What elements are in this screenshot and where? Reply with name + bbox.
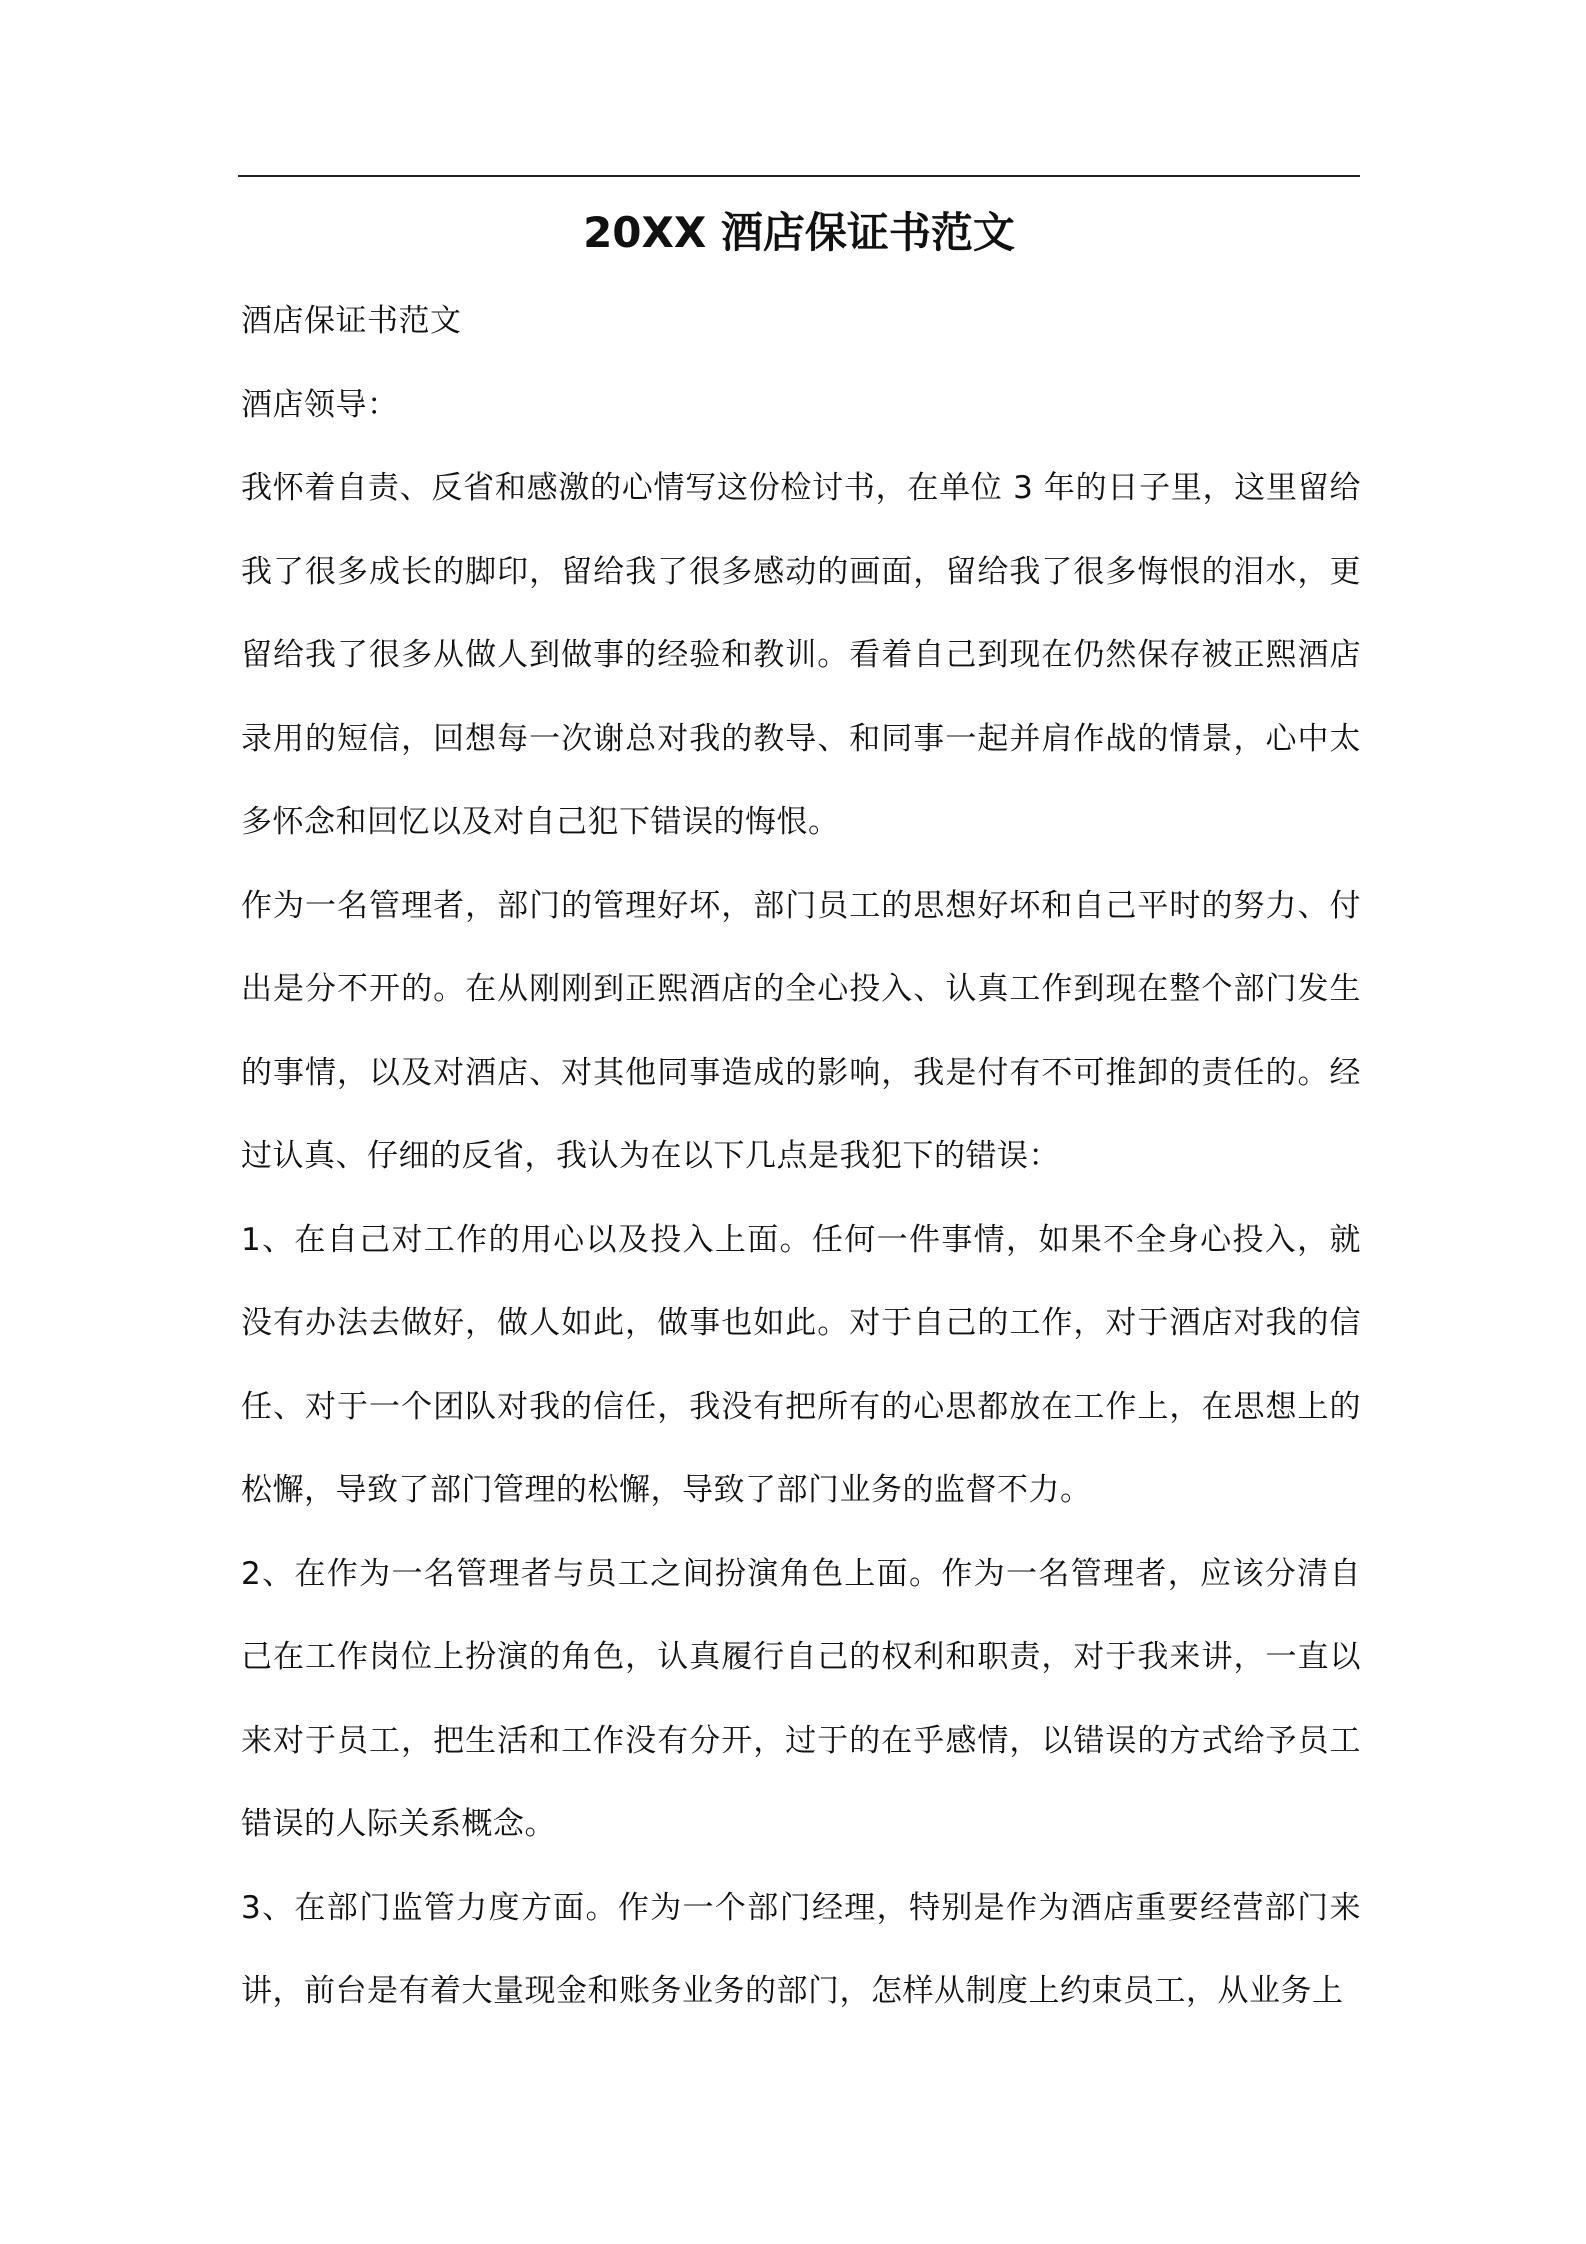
document-body	[241, 280, 1361, 2034]
paragraph: 2、在作为一名管理者与员工之间扮演角色上面。作为一名管理者，应该分清自己在工作岗位上扮演的角色，认真履行自己的权利和职责，对于我来讲，一直以来对于员工，把生活和工作没有分开，过于的在乎感情，以错误的方式给予员工错误的人际关系概念。	[241, 1555, 1361, 1842]
paragraph: 作为一名管理者，部门的管理好坏，部门员工的思想好坏和自己平时的努力、付出是分不开的。在从刚刚到正熙酒店的全心投入、认真工作到现在整个部门发生的事情，以及对酒店、对其他同事造成的影响，我是付有不可推卸的责任的。经过认真、仔细的反省，我认为在以下几点是我犯下的错误：	[241, 887, 1361, 1174]
paragraph: 3、在部门监管力度方面。作为一个部门经理，特别是作为酒店重要经营部门来讲，前台是有着大量现金和账务业务的部门，怎样从制度上约束员工，从业务上	[241, 1889, 1361, 2009]
paragraph-salutation: 酒店领导：	[241, 386, 399, 423]
document-title: 20XX 酒店保证书范文	[583, 208, 1015, 257]
paragraph: 1、在自己对工作的用心以及投入上面。任何一件事情，如果不全身心投入，就没有办法去做好，做人如此，做事也如此。对于自己的工作，对于酒店对我的信任、对于一个团队对我的信任，我没有把所有的心思都放在工作上，在思想上的松懈，导致了部门管理的松懈，导致了部门业务的监督不力。	[241, 1221, 1361, 1508]
paragraph-subtitle: 酒店保证书范文	[241, 303, 462, 339]
header-rule	[238, 175, 1360, 177]
paragraph: 我怀着自责、反省和感激的心情写这份检讨书，在单位 3 年的日子里，这里留给我了很多成长的脚印，留给我了很多感动的画面，留给我了很多悔恨的泪水，更留给我了很多从做人到做事的经验和教训。看着自己到现在仍然保存被正熙酒店录用的短信，回想每一次谢总对我的教导、和同事一起并肩作战的情景，心中太多怀念和回忆以及对自己犯下错误的悔恨。	[241, 470, 1361, 840]
